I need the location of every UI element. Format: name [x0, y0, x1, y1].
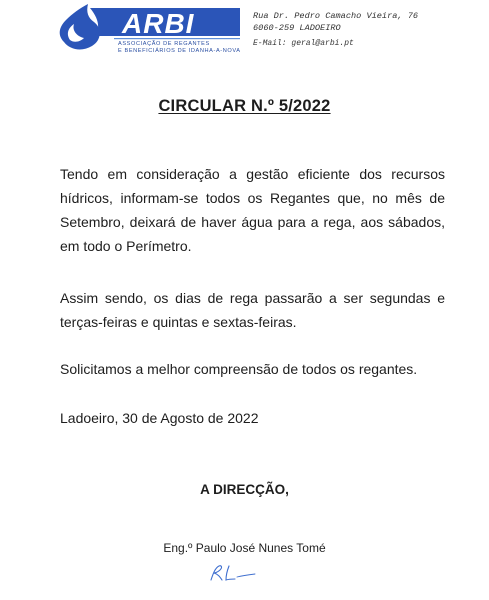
- handwritten-signature: [205, 562, 265, 584]
- address-email: E-Mail: geral@arbi.pt: [253, 39, 354, 48]
- document-title: CIRCULAR N.º 5/2022: [158, 97, 331, 115]
- body-paragraph: Tendo em consideração a gestão eficiente dos recursos hídricos, informam-se todos os Regantes que, no mês de Setembro, deixará de haver água para a rega, aos sábados, em todo o Perímetro.: [60, 166, 445, 254]
- place-date: Ladoeiro, 30 de Agosto de 2022: [60, 410, 259, 426]
- signer-name: Eng.º Paulo José Nunes Tomé: [163, 541, 326, 555]
- arbi-logo: [54, 2, 244, 54]
- logo-subtitle: ASSOCIAÇÃO DE REGANTES: [118, 41, 210, 47]
- address-postcode: 6060-259 LADOEIRO: [253, 23, 341, 33]
- logo-wordmark: ARBI: [122, 8, 195, 39]
- body-paragraph: Assim sendo, os dias de rega passarão a ser segundas e terças-feiras e quintas e sextas-feiras.: [60, 290, 445, 330]
- signoff: A DIRECÇÃO,: [200, 482, 289, 497]
- address-street: Rua Dr. Pedro Camacho Vieira, 76: [253, 11, 419, 21]
- letterhead-address: [253, 10, 418, 50]
- body-paragraph: Solicitamos a melhor compreensão de todos os regantes.: [60, 361, 418, 377]
- logo-subtitle: E BENEFICIÁRIOS DE IDANHA-A-NOVA: [118, 48, 241, 54]
